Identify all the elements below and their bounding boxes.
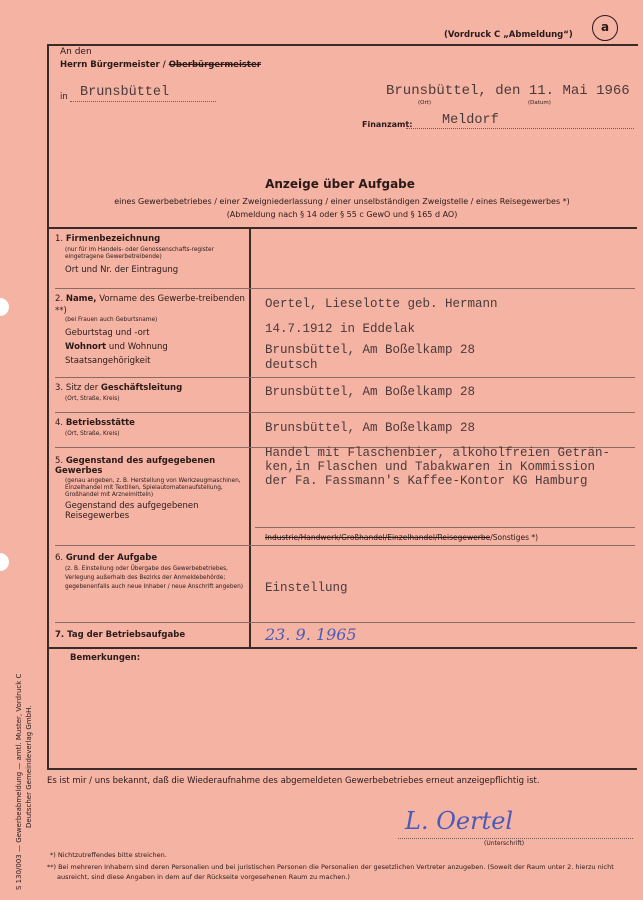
addressee-line1: An den (60, 47, 92, 57)
row-4-label: 4. Betriebsstätte (Ort, Straße, Kreis) (55, 418, 135, 437)
ort-caption: (Ort) (418, 100, 432, 106)
row-2-label: 2. Name, Vorname des Gewerbe-treibenden **) (bei Frauen auch Geburtsname) Geburtstag und -ort Wohnort und Wohnung Staatsangehörigkeit (55, 294, 245, 366)
row-3-label: 3. Sitz der Geschäftsleitung (Ort, Straße, Kreis) (55, 383, 183, 402)
business-value-line1: Handel mit Flaschenbier, alkoholfreien Geträn- (265, 446, 611, 460)
addressee-line2: Herrn Bürgermeister / Oberbürgermeister (60, 60, 261, 70)
footnote-1: *) Nichtzutreffendes bitte streichen. (50, 851, 167, 859)
nationality-value: deutsch (265, 358, 318, 372)
signature: L. Oertel (405, 807, 514, 835)
premises-value: Brunsbüttel, Am Boßelkamp 28 (265, 421, 476, 435)
form-title: Anzeige über Aufgabe (265, 177, 415, 191)
finanzamt-label: Finanzamt: (362, 120, 413, 129)
form-subtitle: eines Gewerbebetriebes / einer Zweigniederlassung / einer unselbständigen Zweigstelle / eines Reisegewerbes *) (114, 197, 570, 206)
signature-caption: (Unterschrift) (484, 840, 525, 847)
footnote-2: **) Bei mehreren Inhabern sind deren Personalien und bei juristischen Personen die Personalien der gesetzlichen Vertreter anzugeben. (Soweit der Raum unter 2. hierzu nicht ausreicht, sind diese Angaben in dem auf der Rückseite vorgesehenen Raum zu machen.) (47, 863, 614, 881)
row-1-label: 1. Firmenbezeichnung (nur für im Handels- oder Genossenschafts-register eingetragene Gewerbetreibende) Ort und Nr. der Eintragung (55, 234, 214, 275)
place-date: Brunsbüttel, den 11. Mai 1966 (386, 83, 630, 99)
closure-date-value: 23. 9. 1965 (265, 625, 357, 644)
remarks-label: Bemerkungen: (70, 653, 141, 663)
row-6-label: 6. Grund der Aufgabe (z. B. Einstellung oder Übergabe des Gewerbebetriebes, Verlegung außerhalb des Bezirks der Anmeldebehörde; gegebenenfalls auch neue Inhaber / neue Anschrift angeben) (55, 553, 244, 590)
row-5-label: 5. Gegenstand des aufgegebenen Gewerbes (genau angeben, z. B. Herstellung von Werkzeugmaschinen, Einzelhandel mit Textilien, Spielautomatenaufstellung, Großhandel mit Arzneimitteln) Gegenstand des aufgegebenen Reisegewerbes (55, 456, 241, 521)
in-value: Brunsbüttel (80, 85, 170, 100)
datum-caption: (Datum) (528, 100, 551, 106)
business-category: Industrie/Handwerk/Großhandel/Einzelhandel/Reisegewerbe/Sonstiges *) (265, 533, 539, 542)
row-7-label: 7. Tag der Betriebsaufgabe (55, 630, 186, 640)
in-label: in (60, 92, 68, 102)
birth-value: 14.7.1912 in Eddelak (265, 322, 416, 336)
punch-hole-top (0, 298, 9, 316)
business-value-line2: ken,in Flaschen und Tabakwaren in Kommission (265, 460, 596, 474)
side-imprint: S 130/003 — Gewerbeabmeldung — amtl. Muster, Vordruck C Deutscher Gemeindeverlag GmbH. (15, 673, 33, 890)
form-legal-basis: (Abmeldung nach § 14 oder § 55 c GewO und § 165 d AO) (226, 210, 458, 219)
residence-value: Brunsbüttel, Am Boßelkamp 28 (265, 343, 476, 357)
business-value-line3: der Fa. Fassmann's Kaffee-Kontor KG Hamburg (265, 474, 588, 488)
punch-hole-bottom (0, 553, 9, 571)
management-seat-value: Brunsbüttel, Am Boßelkamp 28 (265, 385, 476, 399)
form-code: (Vordruck C „Abmeldung“) (444, 30, 573, 40)
reason-value: Einstellung (265, 581, 348, 595)
declaration: Es ist mir / uns bekannt, daß die Wiederaufnahme des abgemeldeten Gewerbebetriebes erneut anzeigepflichtig ist. (47, 776, 540, 786)
badge-a: a (592, 15, 618, 41)
finanzamt-value: Meldorf (442, 113, 499, 128)
name-value: Oertel, Lieselotte geb. Hermann (265, 297, 498, 311)
